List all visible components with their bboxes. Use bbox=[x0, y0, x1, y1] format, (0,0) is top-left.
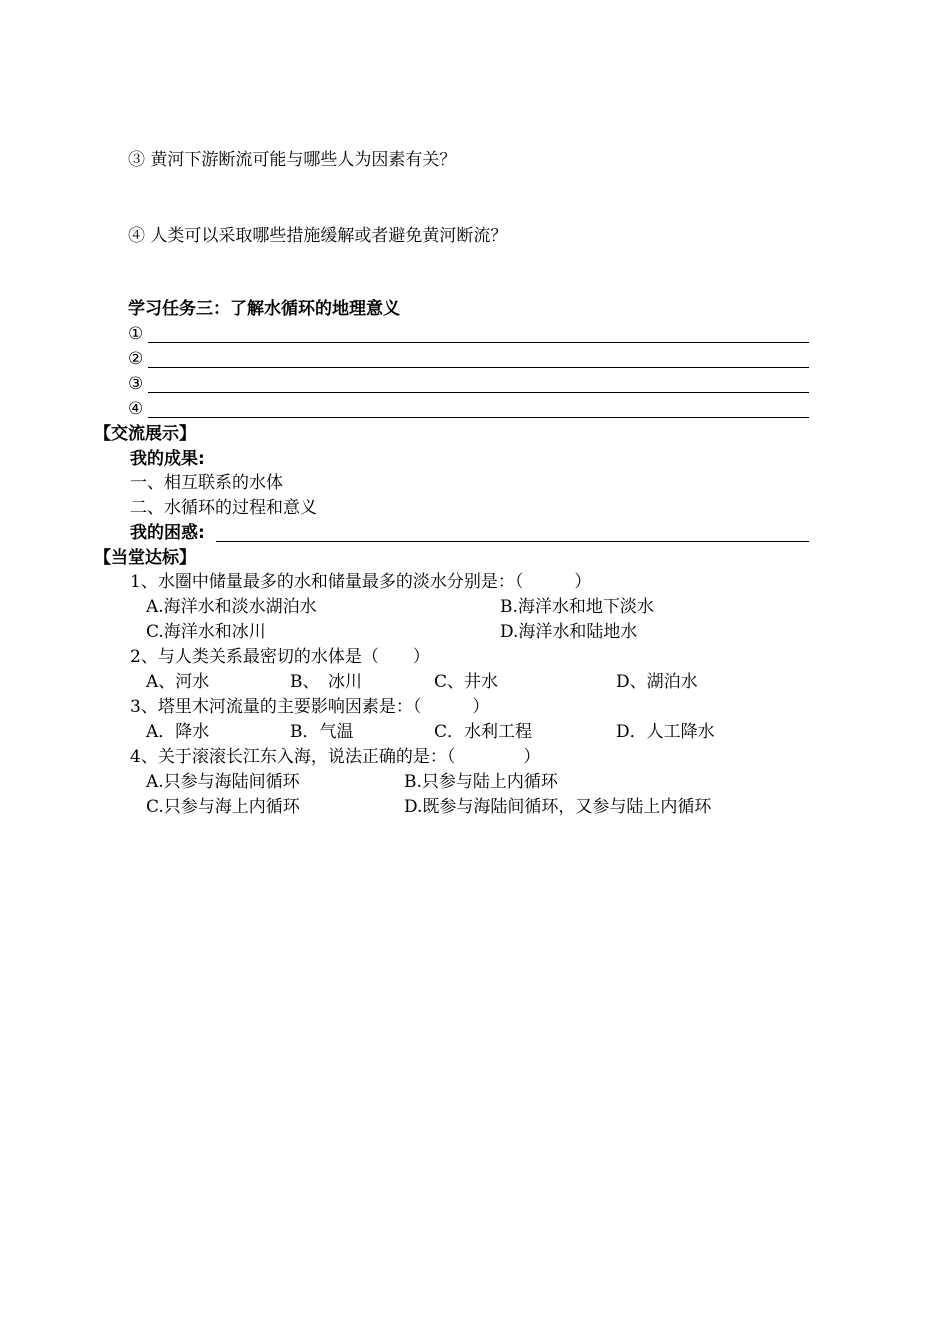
confusion-line bbox=[216, 541, 809, 542]
practice-q4-option-d: D.既参与海陆间循环，又参与陆上内循环 bbox=[404, 797, 712, 817]
practice-q2-option-c: C、井水 bbox=[434, 672, 499, 692]
practice-q4-stem: 4、关于滚滚长江东入海，说法正确的是：（ ） bbox=[130, 747, 541, 767]
task3-title: 学习任务三：了解水循环的地理意义 bbox=[128, 299, 400, 319]
question-4: ④ 人类可以采取哪些措施缓解或者避免黄河断流？ bbox=[128, 226, 508, 246]
practice-q3-option-c: C．水利工程 bbox=[434, 722, 533, 742]
task3-line-2-label: ② bbox=[128, 349, 144, 369]
practice-q3-stem: 3、塔里木河流量的主要影响因素是：（ ） bbox=[130, 697, 490, 717]
my-results-label: 我的成果: bbox=[130, 449, 205, 469]
results-item-1: 一、相互联系的水体 bbox=[130, 473, 283, 493]
practice-q4-option-a: A.只参与海陆间循环 bbox=[146, 772, 300, 792]
question-3: ③ 黄河下游断流可能与哪些人为因素有关？ bbox=[128, 150, 457, 170]
practice-q4-option-c: C.只参与海上内循环 bbox=[146, 797, 300, 817]
practice-q1-option-d: D.海洋水和陆地水 bbox=[500, 622, 638, 642]
exchange-header: 【交流展示】 bbox=[94, 424, 196, 444]
my-confusion-label: 我的困惑: bbox=[130, 523, 205, 543]
practice-q2-option-a: A、河水 bbox=[146, 672, 210, 692]
task3-line-3 bbox=[148, 392, 809, 393]
task3-line-1-label: ① bbox=[128, 324, 144, 344]
practice-q1-option-b: B.海洋水和地下淡水 bbox=[500, 597, 654, 617]
practice-q2-option-b: B、 冰川 bbox=[290, 672, 362, 692]
practice-q3-option-a: A．降水 bbox=[146, 722, 210, 742]
task3-line-4-label: ④ bbox=[128, 399, 144, 419]
practice-q3-option-d: D．人工降水 bbox=[616, 722, 715, 742]
practice-q1-option-c: C.海洋水和冰川 bbox=[146, 622, 266, 642]
practice-q4-option-b: B.只参与陆上内循环 bbox=[404, 772, 558, 792]
practice-header: 【当堂达标】 bbox=[94, 548, 196, 568]
practice-q2-stem: 2、与人类关系最密切的水体是（ ） bbox=[130, 647, 430, 667]
practice-q3-option-b: B．气温 bbox=[290, 722, 354, 742]
practice-q1-option-a: A.海洋水和淡水湖泊水 bbox=[146, 597, 317, 617]
task3-line-3-label: ③ bbox=[128, 374, 144, 394]
practice-q2-option-d: D、湖泊水 bbox=[616, 672, 698, 692]
practice-q1-stem: 1、水圈中储量最多的水和储量最多的淡水分别是：（ ） bbox=[130, 572, 592, 592]
results-item-2: 二、水循环的过程和意义 bbox=[130, 498, 317, 518]
task3-line-1 bbox=[148, 342, 809, 343]
task3-line-2 bbox=[148, 367, 809, 368]
task3-line-4 bbox=[148, 417, 809, 418]
